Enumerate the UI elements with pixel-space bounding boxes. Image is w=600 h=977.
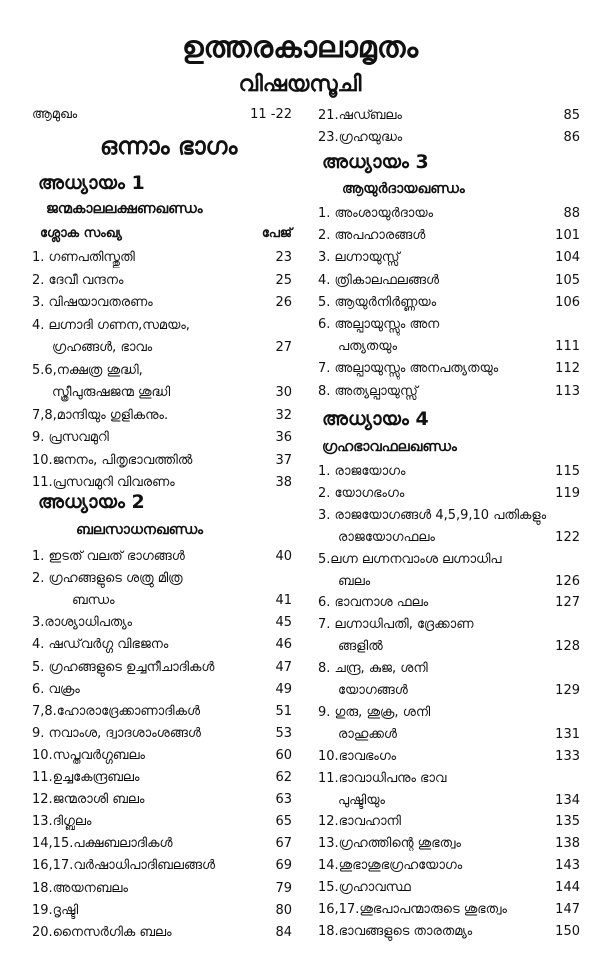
toc-entry-title: 7. ലഗ്നാധിപതി, ദ്രേക്കാണ — [318, 617, 474, 633]
toc-entry-title: 7. അല്പായുസ്സും അനപത്യതയും — [318, 361, 499, 377]
toc-entry-page: 41 — [275, 593, 292, 609]
toc-entry-title: 1. അംശായുർദായം — [318, 206, 434, 221]
toc-entry-title: സ്ത്രീപുരുഷജന്മ ശുദ്ധി — [52, 385, 171, 400]
toc-entry-page: 147 — [555, 902, 580, 917]
toc-entry-title: 13.ദിഗ്ബലം — [32, 814, 92, 830]
toc-entry-page: 65 — [275, 814, 292, 830]
toc-entry-page: 25 — [275, 272, 292, 288]
toc-entry-title: രാജയോഗഫലം — [338, 529, 435, 545]
intro-label: ആമുഖം — [32, 107, 78, 122]
toc-entry-page: 79 — [275, 880, 292, 896]
toc-entry-title: 1. ഇടത് വലത് ഭാഗങ്ങൾ — [32, 549, 185, 564]
toc-entry-page: 126 — [555, 573, 580, 589]
toc-entry-title: 10.ജനനം, പിതൃഭാവത്തിൽ — [32, 452, 193, 468]
toc-entry-title: 11.ഭാവാധിപനും ഭാവ — [318, 770, 447, 786]
toc-entry-title: 18.ഭാവങ്ങളുടെ താരതമ്യം — [318, 923, 473, 939]
toc-entry-page: 88 — [563, 206, 580, 221]
toc-entry-title: 14,15.പക്ഷബലാദികൾ — [32, 836, 173, 852]
toc-entry-page: 128 — [555, 639, 580, 655]
part-heading: ഒന്നാം ഭാഗം — [100, 132, 238, 160]
toc-entry-title: 4. ഷഡ്‌വർഗ്ഗ വിഭജനം — [32, 637, 169, 653]
toc-entry-page: 40 — [275, 549, 292, 564]
toc-entry-page: 69 — [275, 858, 292, 874]
toc-entry-page: 85 — [563, 108, 580, 123]
toc-entry-page: 37 — [275, 452, 292, 468]
toc-entry-title: പുഷ്ടിയും — [338, 792, 385, 808]
toc-entry-title: 6. വക്രം — [32, 681, 80, 697]
toc-entry-title: 18.അയനബലം — [32, 880, 128, 896]
toc-entry-page: 104 — [555, 250, 580, 266]
sloka-column-header: ശ്ലോക സംഖ്യ — [40, 226, 122, 241]
toc-entry-title: 16,17.വർഷാധിപാദിബലങ്ങൾ — [32, 858, 216, 874]
toc-entry-title: 6. ഭാവനാശ ഫലം — [318, 595, 429, 611]
toc-entry-page: 84 — [275, 924, 292, 940]
toc-entry-title: 7,8.ഹോരാദ്രേക്കാണാദികൾ — [32, 703, 201, 719]
toc-entry-title: 1. രാജയോഗം — [318, 464, 406, 479]
toc-entry-title: 3. ലഗ്നായുസ്സ് — [318, 250, 400, 266]
toc-entry-title: 7,8,മാന്ദിയും ഗുളികനും. — [32, 407, 169, 423]
chapter-3-subheading: ആയുർദായഖണ്ഡം — [342, 181, 465, 197]
toc-entry-title: 15.ഗ്രഹാവസ്ഥ — [318, 880, 411, 896]
toc-entry-page: 134 — [555, 792, 580, 808]
toc-entry-page: 122 — [555, 529, 580, 545]
toc-entry-page: 86 — [563, 130, 580, 145]
toc-entry-title: 20.നൈസർഗിക ബലം — [32, 924, 172, 940]
toc-entry-title: 3.രാശ്യാധിപത്യം — [32, 615, 133, 631]
toc-entry-page: 111 — [555, 339, 580, 355]
toc-entry-title: ബലം — [338, 573, 371, 589]
toc-entry-page: 23 — [275, 250, 292, 265]
toc-entry-page: 105 — [555, 272, 580, 288]
toc-entry-page: 49 — [275, 681, 292, 697]
toc-entry-title: 3. രാജയോഗങ്ങൾ 4,5,9,10 പതികളും — [318, 507, 547, 523]
toc-entry-page: 115 — [555, 464, 580, 479]
toc-entry-page: 62 — [275, 770, 292, 785]
chapter-4-subheading: ഗ്രഹഭാവഫലഖണ്ഡം — [322, 439, 457, 455]
toc-entry-page: 129 — [555, 683, 580, 698]
toc-entry-page: 144 — [555, 880, 580, 896]
chapter-4-heading: അധ്യായം 4 — [322, 408, 429, 430]
toc-entry-title: 14.ശുഭാശുഭഗ്രഹയോഗം — [318, 858, 463, 874]
toc-entry-title: 11.ഉച്ചകേന്ദ്രബലം — [32, 770, 140, 785]
toc-entry-title: പത്യതയും — [338, 339, 398, 355]
toc-entry-page: 47 — [275, 659, 292, 675]
toc-entry-page: 113 — [555, 383, 580, 399]
toc-entry-page: 51 — [275, 703, 292, 719]
toc-entry-title: 2. യോഗഭംഗം — [318, 485, 405, 501]
contents-heading: വിഷയസൂചി — [238, 72, 362, 97]
toc-entry-title: 9. ഗുരു, ശുക്ര, ശനി — [318, 704, 431, 720]
toc-entry-page: 38 — [275, 475, 292, 490]
toc-entry-title: 1. ഗണപതിസ്തുതി — [32, 250, 135, 265]
toc-entry-title: 9. നവാംശ, ദ്വാദശാംശങ്ങൾ — [32, 725, 201, 741]
book-title: ഉത്തരകാലാമൃതം — [181, 30, 419, 65]
toc-entry-title: 8. അത്യല്പായുസ്സ് — [318, 383, 418, 399]
toc-entry-title: 2. ദേവീ വന്ദനം — [32, 272, 124, 288]
toc-entry-page: 119 — [555, 485, 580, 501]
toc-entry-title: 8. ചന്ദ്ര, കുജ, ശനി — [318, 661, 428, 677]
toc-entry-title: 6. അല്പായുസ്സും അന — [318, 317, 440, 332]
toc-entry-page: 135 — [555, 814, 580, 830]
toc-entry-title: 21.ഷഡ്ബലം — [318, 108, 402, 123]
toc-entry-title: ഗ്രഹങ്ങൾ, ഭാവം — [52, 340, 153, 355]
toc-entry-page: 112 — [555, 361, 580, 377]
toc-entry-page: 101 — [555, 228, 580, 244]
toc-entry-title: യോഗങ്ങൾ — [338, 683, 408, 698]
toc-entry-title: 10.ഭാവഭംഗം — [318, 748, 397, 764]
toc-entry-title: 23.ഗ്രഹയുദ്ധം — [318, 130, 403, 145]
toc-entry-title: 2. അപഹാരങ്ങൾ — [318, 228, 426, 244]
toc-entry-page: 127 — [555, 595, 580, 611]
toc-entry-page: 138 — [555, 836, 580, 852]
toc-entry-title: 19.ദൃഷ്ടി — [32, 902, 79, 918]
chapter-2-heading: അധ്യായം 2 — [38, 491, 145, 513]
toc-entry-page: 45 — [275, 615, 292, 631]
toc-entry-page: 80 — [275, 902, 292, 918]
toc-entry-page: 133 — [555, 748, 580, 764]
toc-entry-title: 2. ഗ്രഹങ്ങളുടെ ശത്രു മിത്ര — [32, 571, 183, 587]
toc-entry-page: 30 — [275, 385, 292, 400]
toc-entry-title: 9. പ്രസവമുറി — [32, 430, 109, 445]
toc-entry-title: 16,17.ശുഭപാപന്മാരുടെ ശുഭത്വം — [318, 902, 507, 917]
chapter-3-heading: അധ്യായം 3 — [322, 151, 429, 173]
chapter-1-heading: അധ്യായം 1 — [38, 172, 145, 194]
toc-entry-title: രാഹുക്കൾ — [338, 726, 397, 742]
toc-entry-title: 5. ഗ്രഹങ്ങളുടെ ഉച്ചനീചാദികൾ — [32, 659, 215, 675]
toc-entry-title: ങ്ങളിൽ — [338, 639, 383, 655]
chapter-1-subheading: ജന്മകാലലക്ഷണഖണ്ഡം — [46, 201, 203, 217]
toc-entry-title: 5.ലഗ്ന ലഗ്നനവാംശ ലഗ്നാധിപ — [318, 551, 502, 567]
page-column-header: പേജ് — [261, 226, 292, 241]
toc-entry-page: 150 — [555, 923, 580, 939]
toc-entry-page: 60 — [275, 747, 292, 763]
toc-entry-title: 11.പ്രസവമുറി വിവരണം — [32, 475, 175, 490]
toc-entry-title: 12.ഭാവഹാനി — [318, 814, 401, 830]
toc-entry-page: 26 — [275, 295, 292, 310]
toc-entry-title: 12.ജന്മരാശി ബലം — [32, 792, 145, 808]
toc-entry-page: 46 — [275, 637, 292, 653]
toc-entry-page: 32 — [275, 407, 292, 423]
toc-entry-title: 5.6,നക്ഷത്ര ശുദ്ധി, — [32, 362, 143, 378]
toc-entry-title: 13.ഗ്രഹത്തിന്റെ ശുഭത്വം — [318, 836, 461, 852]
toc-entry-page: 36 — [275, 430, 292, 445]
toc-entry-title: 4. ത്രികാലഫലങ്ങൾ — [318, 272, 440, 288]
toc-entry-page: 27 — [275, 340, 292, 355]
toc-entry-page: 143 — [555, 858, 580, 874]
toc-entry-page: 63 — [275, 792, 292, 808]
chapter-2-subheading: ബലസാധനഖണ്ഡം — [76, 522, 204, 538]
toc-entry-page: 67 — [275, 836, 292, 852]
toc-entry-title: 10.സപ്തവർഗ്ഗബലം — [32, 747, 146, 763]
toc-entry-title: 4. ലഗ്നാദി ഗണന,സമയം, — [32, 317, 190, 333]
toc-entry-title: ബന്ധം — [72, 593, 115, 609]
toc-entry-page: 53 — [275, 725, 292, 741]
toc-entry-title: 5. ആയുർനിർണ്ണയം — [318, 294, 437, 310]
toc-entry-title: 3. വിഷയാവതരണം — [32, 295, 153, 310]
toc-entry-page: 106 — [555, 294, 580, 310]
intro-page: 11 -22 — [250, 107, 292, 122]
toc-entry-page: 131 — [555, 726, 580, 742]
